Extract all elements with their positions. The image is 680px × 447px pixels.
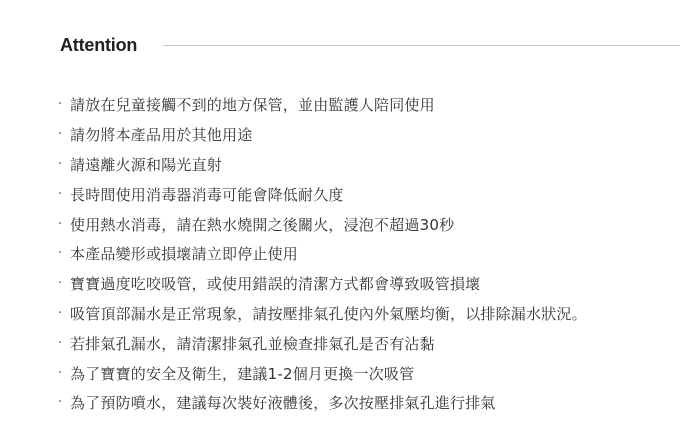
list-item (58, 299, 678, 329)
list-item-text: 請遠離火源和陽光直射 (70, 155, 223, 174)
list-item (58, 239, 678, 269)
section-header (60, 33, 680, 57)
list-item (58, 120, 678, 150)
list-item-text: 請勿將本產品用於其他用途 (70, 126, 253, 145)
list-item-text: 使用熱水消毒，請在熱水燒開之後關火，浸泡不超過30秒 (70, 215, 455, 234)
list-item-text: 為了寶寶的安全及衛生，建議1-2個月更換一次吸管 (70, 364, 415, 383)
list-item-text: 寶寶過度吃咬吸管，或使用錯誤的清潔方式都會導致吸管損壞 (70, 275, 481, 294)
list-item-text: 為了預防噴水，建議每次裝好液體後，多次按壓排氣孔進行排氣 (70, 394, 496, 413)
bullet-icon: · (58, 246, 63, 262)
list-item (58, 179, 678, 209)
list-item (58, 209, 678, 239)
list-item (58, 358, 678, 388)
list-item-text: 長時間使用消毒器消毒可能會降低耐久度 (70, 185, 344, 204)
list-item (58, 150, 678, 180)
header-divider (163, 45, 680, 46)
bullet-icon: · (58, 127, 63, 143)
bullet-icon: · (58, 216, 63, 232)
bullet-icon: · (58, 395, 63, 411)
attention-list (58, 90, 678, 418)
list-item (58, 328, 678, 358)
list-item-text: 若排氣孔漏水，請清潔排氣孔並檢查排氣孔是否有沾黏 (70, 334, 435, 353)
list-item (58, 388, 678, 418)
list-item-text: 吸管頂部漏水是正常現象，請按壓排氣孔使內外氣壓均衡，以排除漏水狀況。 (70, 304, 587, 323)
list-item (58, 90, 678, 120)
section-title: Attention (60, 34, 138, 55)
bullet-icon: · (58, 305, 63, 321)
bullet-icon: · (58, 156, 63, 172)
bullet-icon: · (58, 335, 63, 351)
bullet-icon: · (58, 186, 63, 202)
bullet-icon: · (58, 365, 63, 381)
list-item-text: 請放在兒童接觸不到的地方保管，並由監護人陪同使用 (70, 96, 435, 115)
bullet-icon: · (58, 97, 63, 113)
list-item-text: 本產品變形或損壞請立即停止使用 (70, 245, 299, 264)
list-item (58, 269, 678, 299)
bullet-icon: · (58, 276, 63, 292)
